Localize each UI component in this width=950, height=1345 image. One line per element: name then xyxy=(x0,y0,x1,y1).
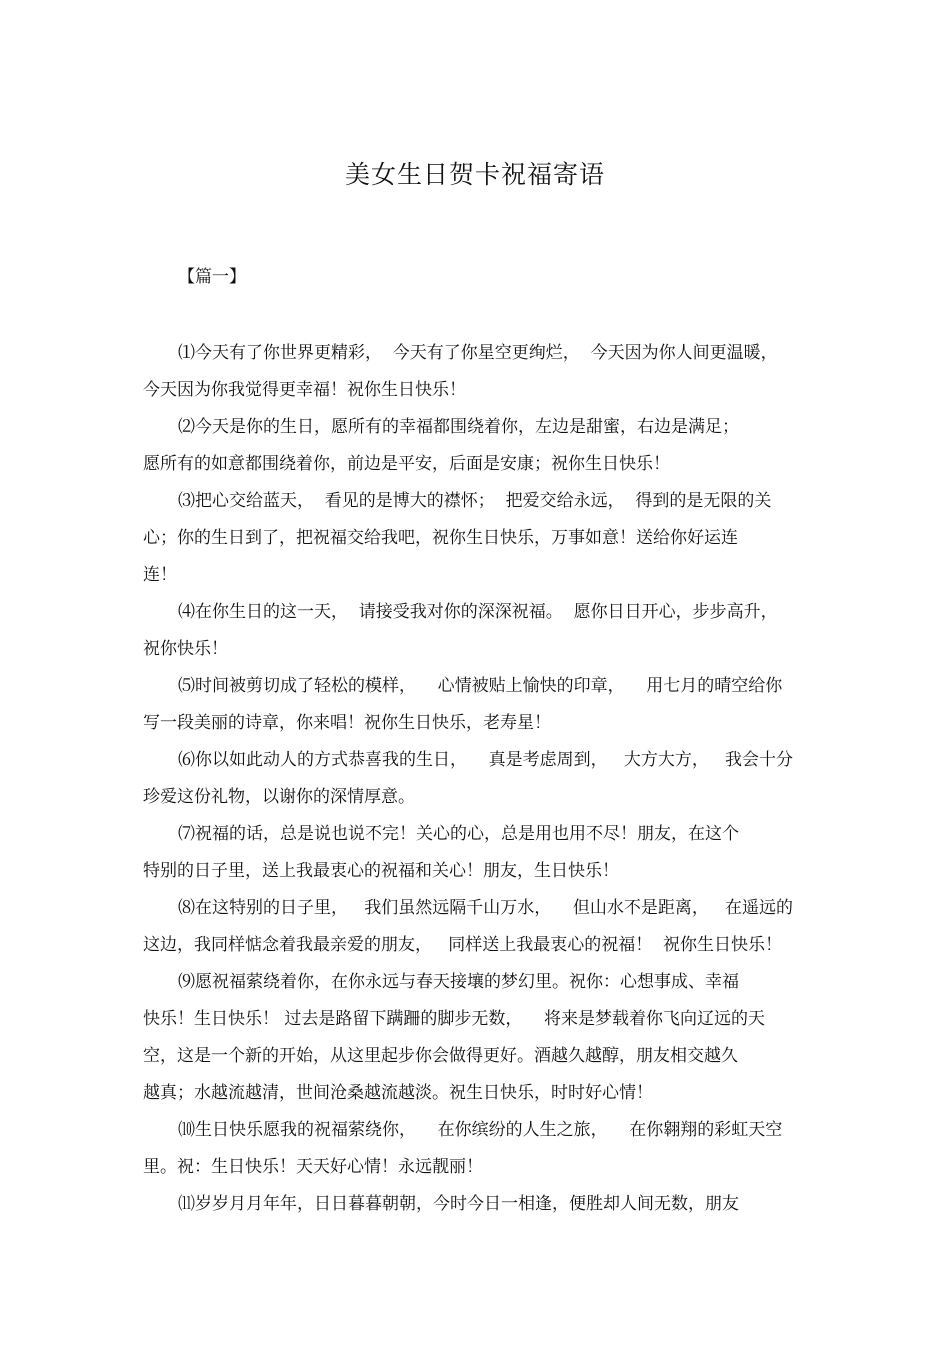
paragraph xyxy=(143,1191,818,1228)
paragraph xyxy=(143,1117,818,1191)
document-title: 美女生日贺卡祝福寄语 xyxy=(344,160,605,189)
paragraph xyxy=(143,821,818,895)
paragraph-line: 空，这是一个新的开始，从这里起步你会做得更好。酒越久越醇，朋友相交越久 xyxy=(143,1046,738,1066)
paragraph-line: 越真；水越流越清，世间沧桑越流越淡。祝生日快乐，时时好心情！ xyxy=(143,1083,653,1103)
paragraph-line: ⑽生日快乐愿我的祝福萦绕你， 在你缤纷的人生之旅， 在你翱翔的彩虹天空 xyxy=(178,1120,783,1140)
paragraph-line: ⑶把心交给蓝天， 看见的是博大的襟怀； 把爱交给永远， 得到的是无限的关 xyxy=(178,491,772,511)
paragraph-line: 里。祝：生日快乐！天天好心情！永远靓丽！ xyxy=(143,1157,483,1177)
paragraph xyxy=(143,599,818,673)
paragraph-line: 今天因为你我觉得更幸福！祝你生日快乐！ xyxy=(143,380,466,400)
paragraph-line: ⑾岁岁月月年年，日日暮暮朝朝，今时今日一相逢，便胜却人间无数，朋友 xyxy=(178,1194,739,1214)
paragraph xyxy=(143,747,818,821)
paragraph xyxy=(143,488,818,599)
paragraph-line: 这边，我同样惦念着我最亲爱的朋友， 同样送上我最衷心的祝福！ 祝你生日快乐！ xyxy=(143,935,783,955)
paragraph-line: ⑼愿祝福萦绕着你，在你永远与春天接壤的梦幻里。祝你：心想事成、幸福 xyxy=(178,972,739,992)
section-label: 【篇一】 xyxy=(178,267,246,287)
paragraph-line: ⑴今天有了你世界更精彩， 今天有了你星空更绚烂， 今天因为你人间更温暖， xyxy=(178,343,778,363)
paragraph-line: 愿所有的如意都围绕着你，前边是平安，后面是安康；祝你生日快乐！ xyxy=(143,454,670,474)
paragraph-line: ⑸时间被剪切成了轻松的模样， 心情被贴上愉快的印章， 用七月的晴空给你 xyxy=(178,676,783,696)
paragraph-line: 心；你的生日到了，把祝福交给我吧，祝你生日快乐，万事如意！送给你好运连 xyxy=(143,528,738,548)
paragraph-line: ⑺祝福的话，总是说也说不完！关心的心，总是用也用不尽！朋友，在这个 xyxy=(178,824,739,844)
paragraph-line: 快乐！生日快乐！ 过去是路留下蹒跚的脚步无数， 将来是梦载着你飞向辽远的天 xyxy=(143,1009,766,1029)
paragraph-line: ⑷在你生日的这一天， 请接受我对你的深深祝福。 愿你日日开心，步步高升， xyxy=(178,602,778,622)
paragraph xyxy=(143,340,818,414)
paragraph-line: ⑹你以如此动人的方式恭喜我的生日， 真是考虑周到， 大方大方， 我会十分 xyxy=(178,750,794,770)
paragraph-line: 珍爱这份礼物，以谢你的深情厚意。 xyxy=(143,787,415,807)
paragraph-line: ⑵今天是你的生日，愿所有的幸福都围绕着你，左边是甜蜜，右边是满足； xyxy=(178,417,739,437)
paragraph xyxy=(143,673,818,747)
paragraph-line: 连！ xyxy=(143,565,177,585)
paragraph-line: ⑻在这特别的日子里， 我们虽然远隔千山万水， 但山水不是距离， 在遥远的 xyxy=(178,898,794,918)
paragraph xyxy=(143,895,818,969)
paragraph xyxy=(143,414,818,488)
paragraph-line: 祝你快乐！ xyxy=(143,639,228,659)
paragraph-line: 特别的日子里，送上我最衷心的祝福和关心！朋友，生日快乐！ xyxy=(143,861,619,881)
paragraph xyxy=(143,969,818,1117)
paragraph-line: 写一段美丽的诗章，你来唱！祝你生日快乐，老寿星！ xyxy=(143,713,551,733)
